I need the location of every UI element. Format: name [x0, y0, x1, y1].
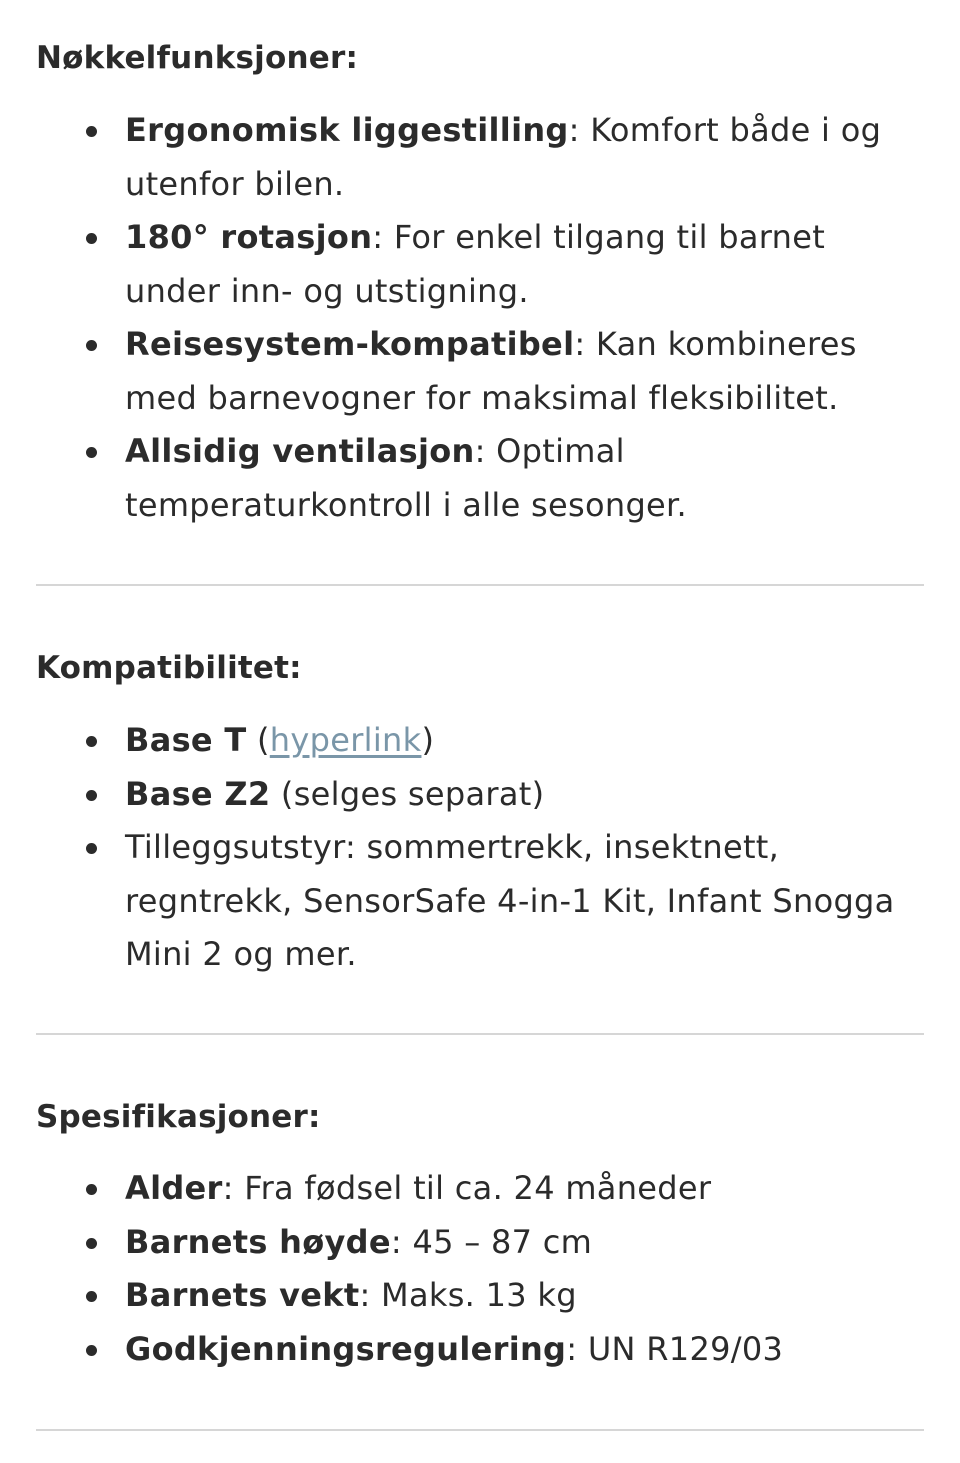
list-item [125, 104, 924, 211]
feature-text: Optimal temperaturkontroll i alle sesonger. [125, 432, 688, 524]
section-divider [36, 584, 924, 586]
separator: : [566, 1329, 578, 1368]
section-divider [36, 1033, 924, 1035]
paren-close: ) [421, 721, 435, 759]
compatibility-list [36, 714, 924, 982]
feature-term: Allsidig ventilasjon [125, 432, 475, 470]
list-item [125, 211, 924, 318]
feature-text: Kan kombineres med barnevogner for maksimal fleksibilitet. [125, 325, 857, 417]
list-item [125, 425, 924, 532]
base-t-term: Base T [125, 721, 247, 759]
feature-text: Komfort både i og utenfor bilen. [125, 111, 882, 203]
spec-value: Maks. 13 kg [370, 1276, 577, 1314]
base-z2-text: (selges separat) [270, 774, 545, 813]
feature-text: For enkel tilgang til barnet under inn- og utstigning. [125, 218, 826, 310]
section-divider [36, 1429, 924, 1431]
list-item [125, 318, 924, 425]
separator: : [359, 1276, 371, 1314]
feature-term: 180° rotasjon [125, 218, 373, 256]
spec-term: Barnets vekt [125, 1276, 360, 1314]
paren-open: ( [246, 721, 270, 759]
separator: : [474, 432, 486, 470]
base-z2-term: Base Z2 [125, 774, 271, 813]
accessories-text: Tilleggsutstyr: sommertrekk, insektnett, regntrekk, SensorSafe 4-in-1 Kit, Infant Snogga Mini 2 og mer. [125, 828, 895, 973]
list-item [125, 1269, 924, 1323]
feature-term: Ergonomisk liggestilling [125, 111, 569, 149]
features-heading: Nøkkelfunksjoner: [36, 40, 359, 76]
specs-list [36, 1162, 924, 1376]
list-item [125, 1323, 924, 1377]
spec-term: Barnets høyde [125, 1222, 391, 1261]
spec-value: UN R129/03 [577, 1329, 784, 1368]
list-item [125, 714, 924, 768]
list-item [125, 1216, 924, 1270]
separator: : [390, 1222, 402, 1261]
spec-value: Fra fødsel til ca. 24 måneder [233, 1169, 712, 1207]
separator: : [372, 218, 384, 256]
list-item [125, 768, 924, 822]
separator: : [574, 325, 586, 363]
spec-term: Alder [125, 1169, 223, 1207]
list-item [125, 821, 924, 982]
features-list [36, 104, 924, 532]
separator: : [568, 111, 580, 149]
feature-term: Reisesystem-kompatibel [125, 325, 575, 363]
specs-heading: Spesifikasjoner: [36, 1099, 321, 1135]
list-item [125, 1162, 924, 1216]
base-t-link[interactable]: hyperlink [269, 721, 422, 759]
spec-value: 45 – 87 cm [401, 1222, 593, 1261]
separator: : [222, 1169, 234, 1207]
compatibility-heading: Kompatibilitet: [36, 650, 302, 686]
spec-term: Godkjenningsregulering [125, 1329, 567, 1368]
